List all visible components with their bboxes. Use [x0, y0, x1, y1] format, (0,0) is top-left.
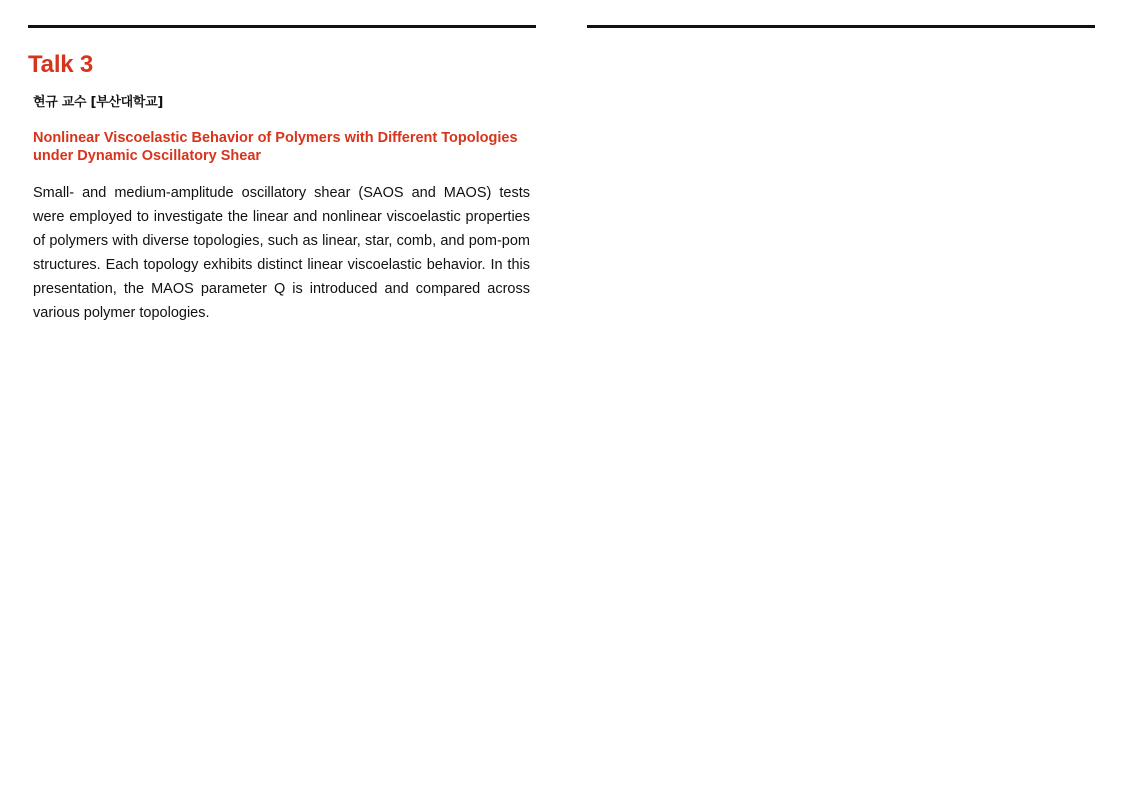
speaker-name: 현규 교수 [부산대학교] [33, 95, 164, 110]
talk-title: Talk 3 [28, 51, 94, 78]
left-page-top-rule [28, 25, 536, 28]
left-page [28, 50, 536, 325]
right-page-top-rule [587, 25, 1095, 28]
talk-subtitle [33, 129, 533, 165]
talk-subtitle-line-2: under Dynamic Oscillatory Shear [33, 148, 262, 164]
talk-subtitle-line-1: Nonlinear Viscoelastic Behavior of Polymers with Different Topologies [33, 130, 518, 146]
abstract-text: Small- and medium-amplitude oscillatory shear (SAOS and MAOS) tests were employed to investigate the linear and nonlinear viscoelastic properties of polymers with diverse topologies, such as linear, star, comb, and pom-pom structures. Each topology exhibits distinct linear viscoelastic behavior. In this presentation, the MAOS parameter Q is introduced and compared across various polymer topologies. [33, 185, 530, 321]
